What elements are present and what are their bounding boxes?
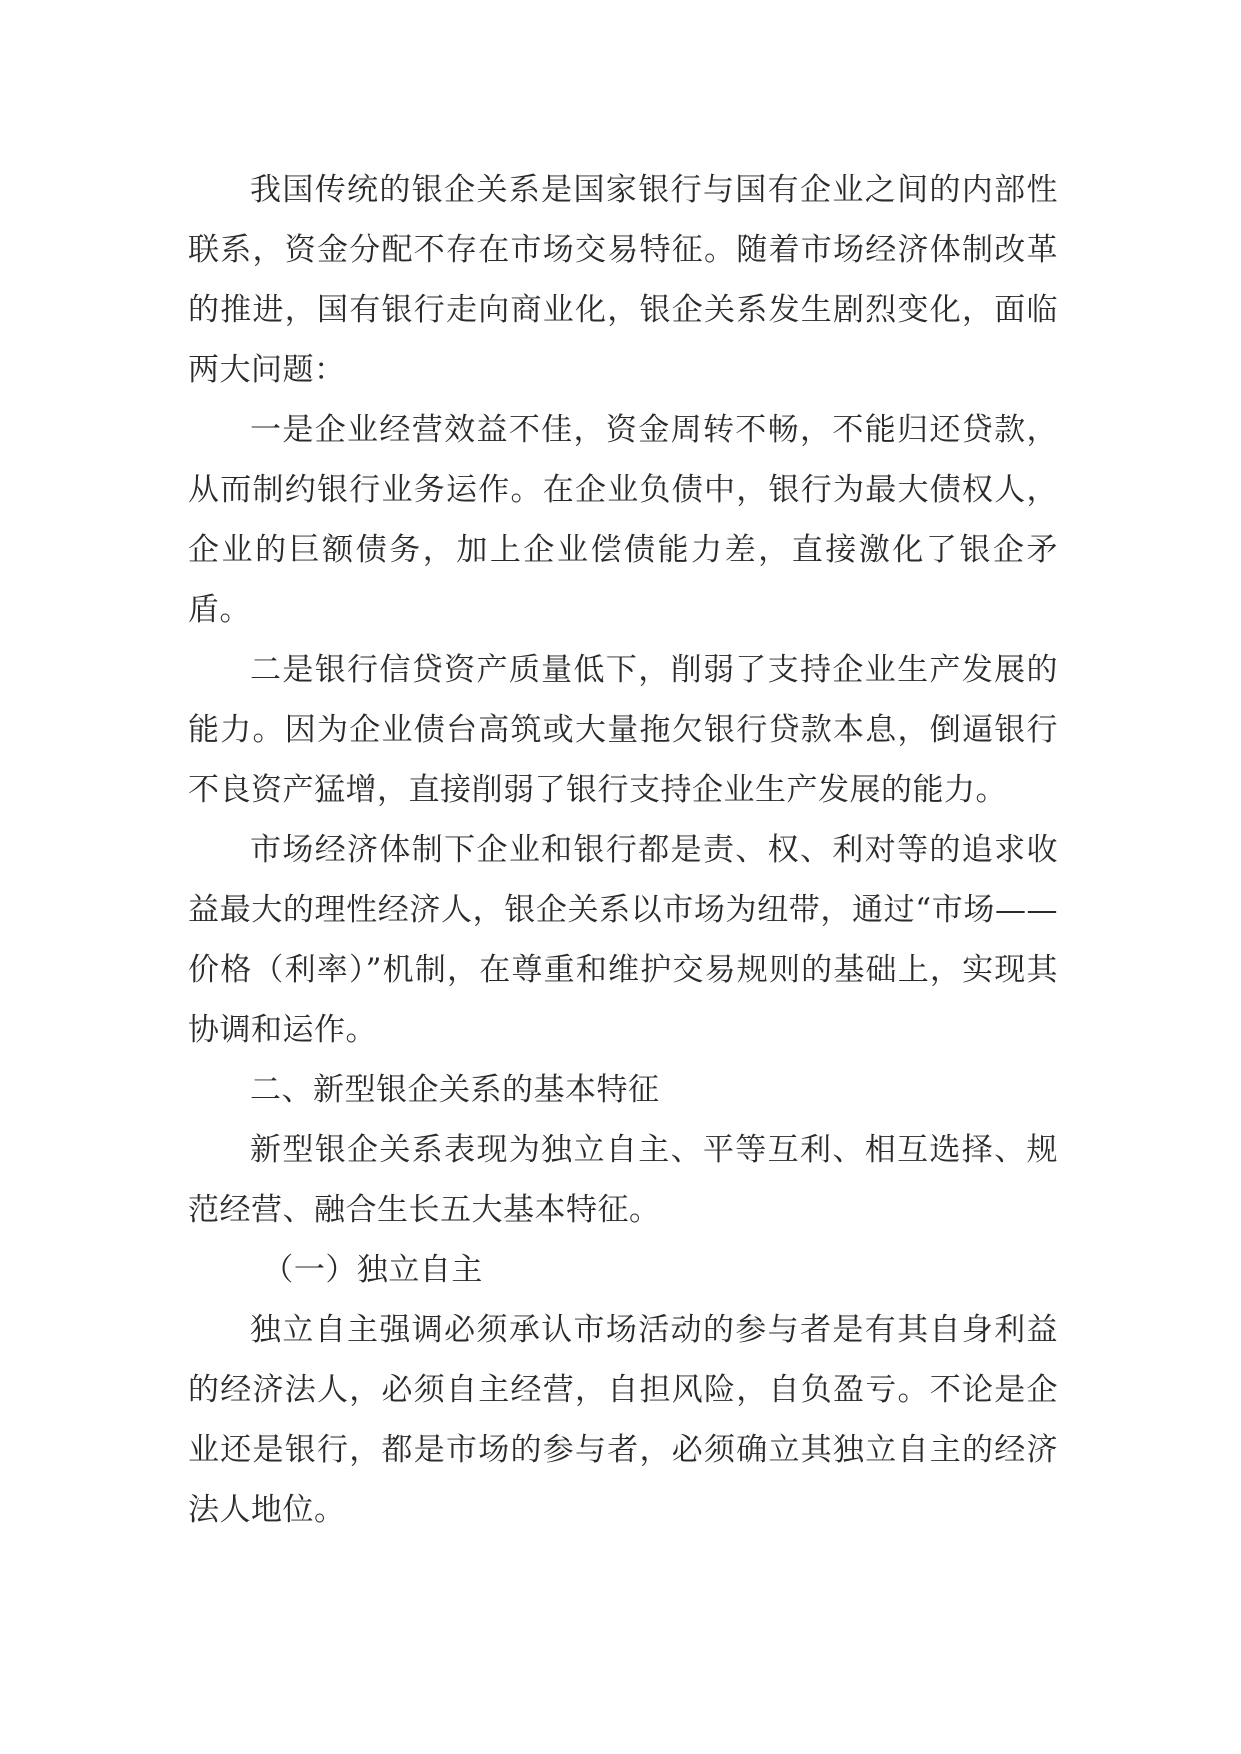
- paragraph-independence: 独立自主强调必须承认市场活动的参与者是有其自身利益的经济法人，必须自主经营，自担风险，自负盈亏。不论是企业还是银行，都是市场的参与者，必须确立其独立自主的经济法人地位。: [188, 1312, 1058, 1528]
- subsection-heading: （一）独立自主: [262, 1252, 483, 1288]
- document-body: [188, 160, 1058, 1540]
- paragraph-problem-two: 二是银行信贷资产质量低下，削弱了支持企业生产发展的能力。因为企业债台高筑或大量拖欠银行贷款本息，倒逼银行不良资产猛增，直接削弱了银行支持企业生产发展的能力。: [188, 652, 1058, 808]
- paragraph-market-economy: 市场经济体制下企业和银行都是责、权、利对等的追求收益最大的理性经济人，银企关系以市场为纽带，通过“市场——价格（利率）”机制，在尊重和维护交易规则的基础上，实现其协调和运作。: [188, 832, 1058, 1048]
- section-heading: 二、新型银企关系的基本特征: [250, 1072, 660, 1108]
- paragraph-problem-one: 一是企业经营效益不佳，资金周转不畅，不能归还贷款，从而制约银行业务运作。在企业负债中，银行为最大债权人，企业的巨额债务，加上企业偿债能力差，直接激化了银企矛盾。: [188, 412, 1058, 628]
- paragraph-five-features: 新型银企关系表现为独立自主、平等互利、相互选择、规范经营、融合生长五大基本特征。: [188, 1132, 1058, 1228]
- paragraph-traditional-relations: 我国传统的银企关系是国家银行与国有企业之间的内部性联系，资金分配不存在市场交易特征。随着市场经济体制改革的推进，国有银行走向商业化，银企关系发生剧烈变化，面临两大问题：: [188, 172, 1058, 388]
